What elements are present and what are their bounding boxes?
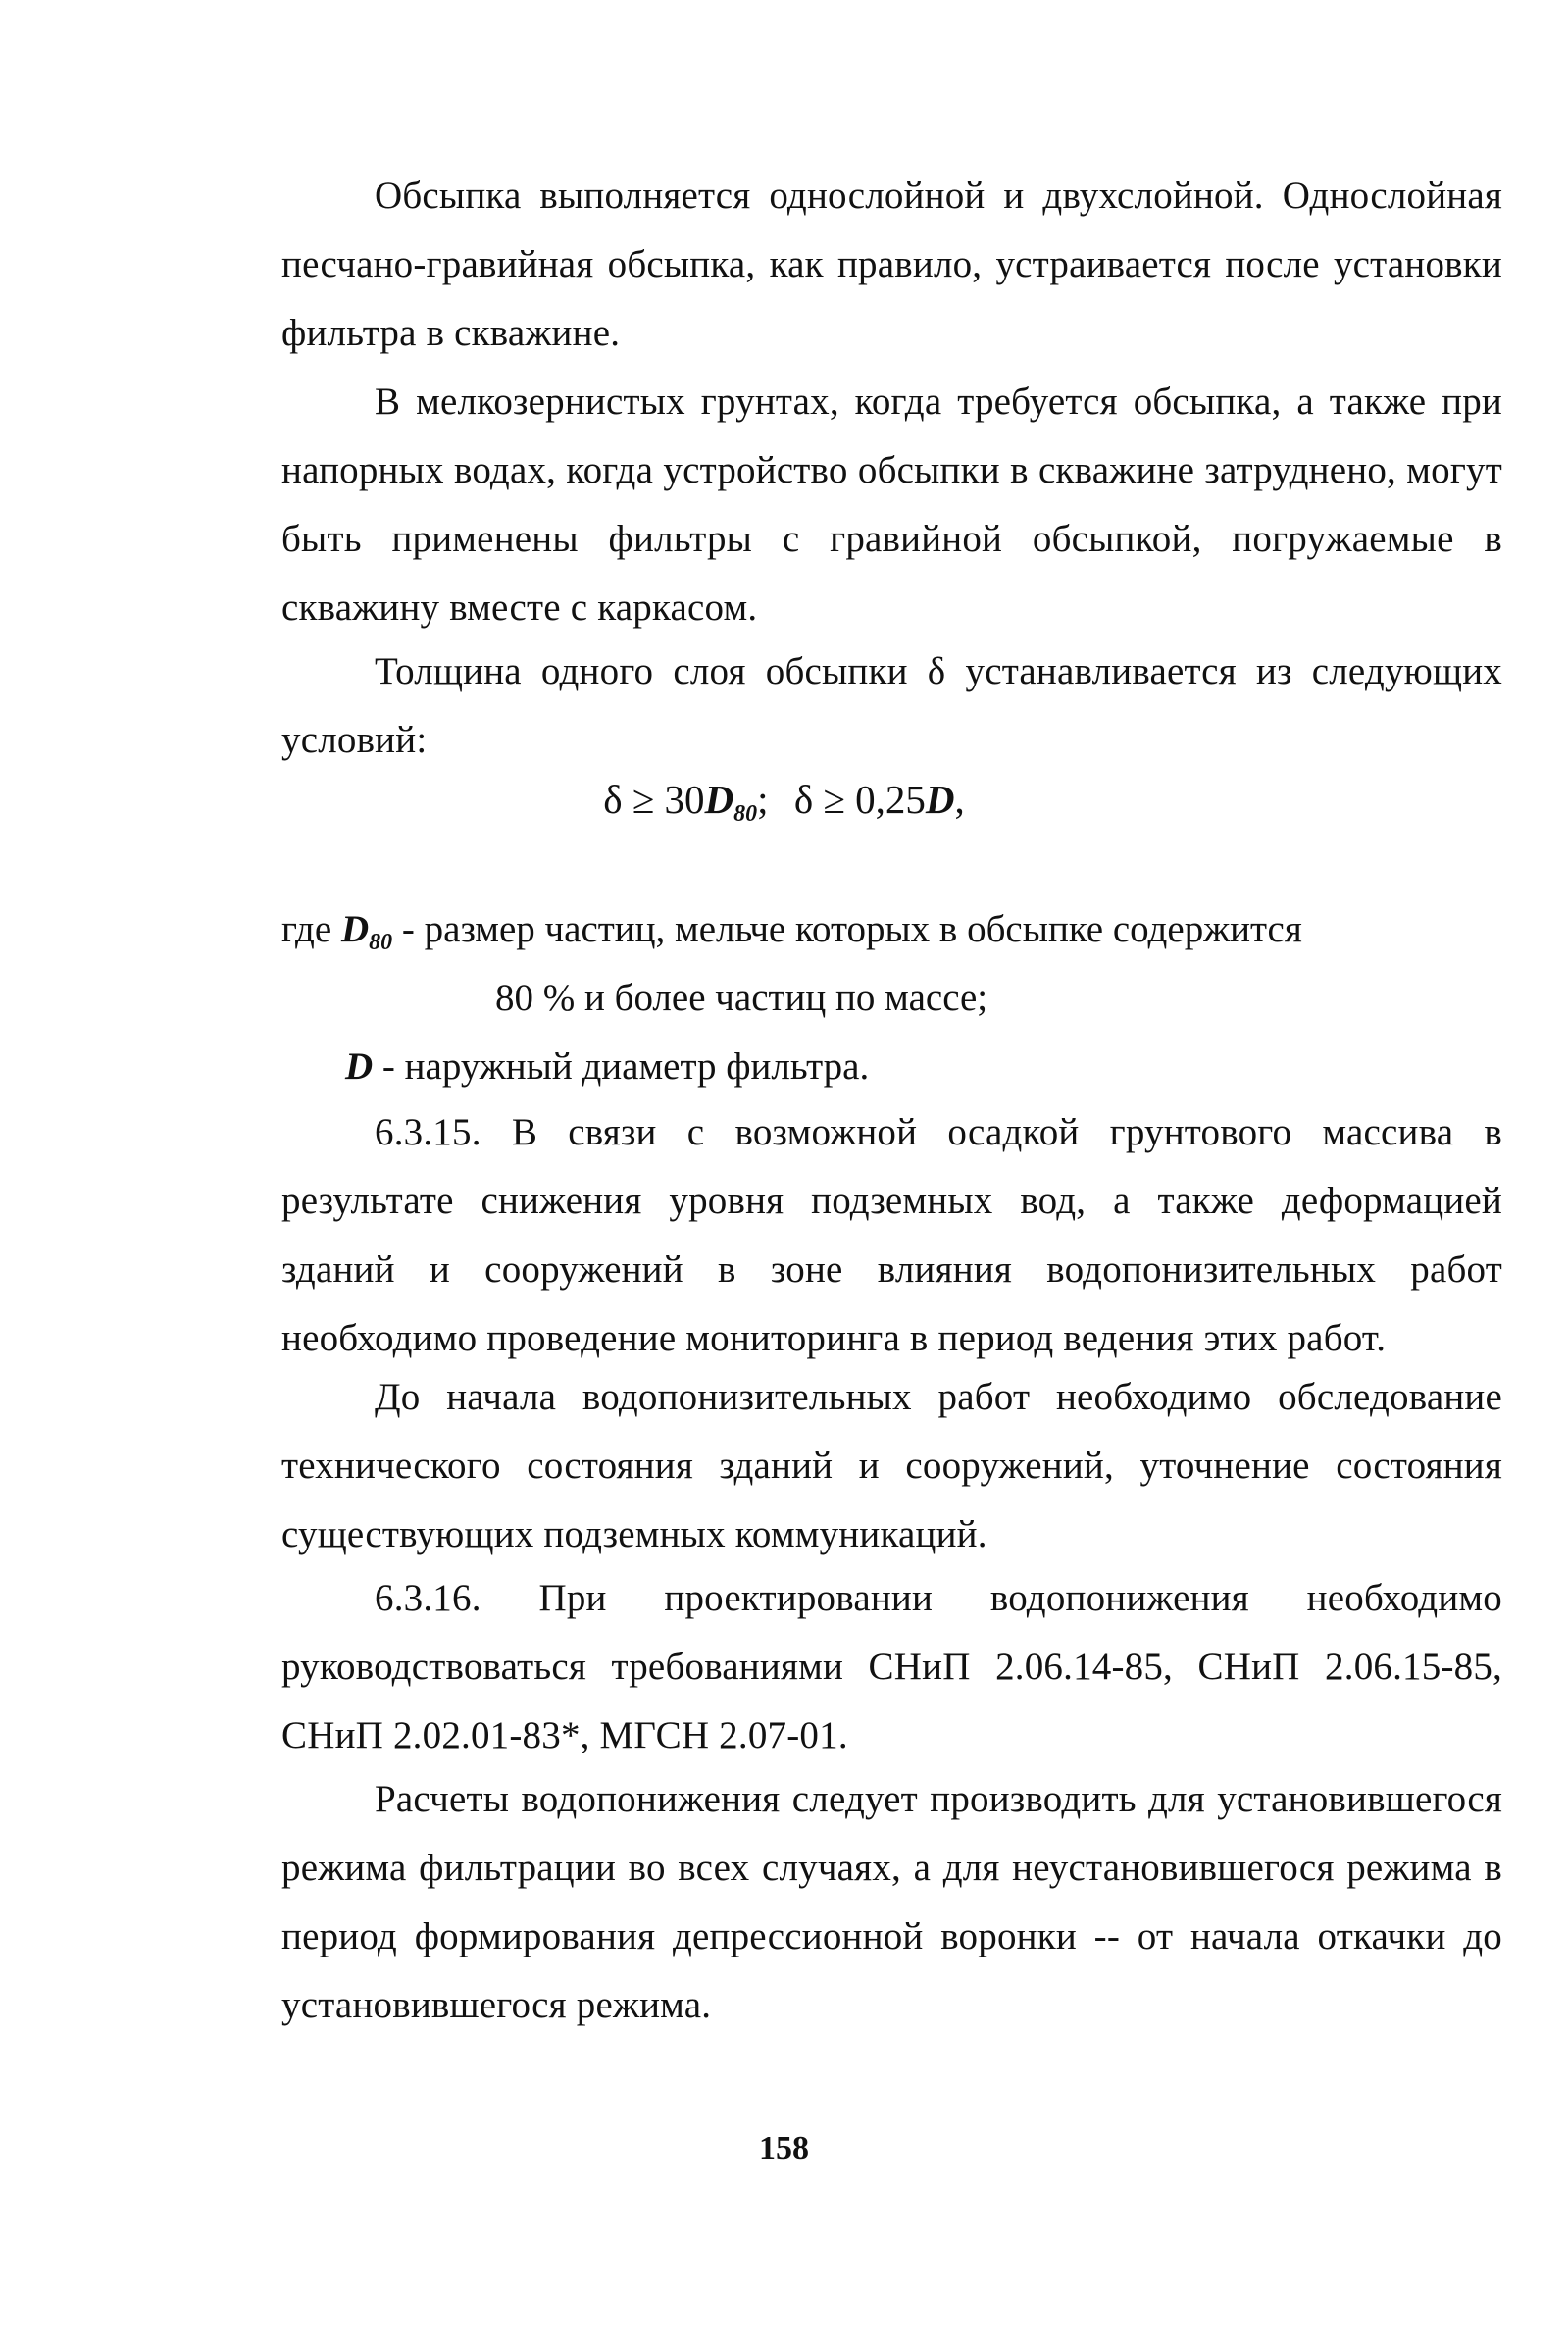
definition-d80: где $D_{80}$ - размер частиц, мельче которых в обсыпке содержится bbox=[281, 908, 1302, 955]
paragraph-fine-soils: В мелкозернистых грунтах, когда требуется обсыпка, а также при напорных водах, когда устройство обсыпки в скважине затруднено, могут быть применены фильтры с гравийной обсыпкой, погружаемые в скважину вместе с каркасом. bbox=[281, 381, 1502, 629]
paragraph-obsypka-types: Обсыпка выполняется однослойной и двухслойной. Однослойная песчано-гравийная обсыпка, как правило, устраивается после установки фильтра в скважине. bbox=[281, 175, 1502, 354]
definition-d: D - наружный диаметр фильтра. bbox=[345, 1045, 870, 1088]
page-number: 158 bbox=[759, 2130, 809, 2166]
paragraph-6-3-15: 6.3.15. В связи с возможной осадкой грунтового массива в результате снижения уровня подземных вод, а также деформацией зданий и сооружений в зоне влияния водопонизительных работ необходимо проведение мониторинга в период ведения этих работ. bbox=[281, 1111, 1502, 1359]
paragraph-calculations: Расчеты водопонижения следует производить для установившегося режима фильтрации во всех случаях, а для неустановившегося режима в период формирования депрессионной воронки -- от начала откачки до установившегося режима. bbox=[281, 1778, 1502, 2026]
formula-thickness-conditions bbox=[0, 770, 1568, 843]
definition-d80-continuation: 80 % и более частиц по массе; bbox=[495, 977, 988, 1019]
paragraph-6-3-16: 6.3.16. При проектировании водопонижения необходимо руководствоваться требованиями СНиП 2.06.14-85, СНиП 2.06.15-85, СНиП 2.02.01-83*, МГСН 2.07-01. bbox=[281, 1577, 1502, 1756]
formula-part-1: $\delta \ge 30D_{80}$; bbox=[603, 777, 769, 827]
formula-part-2: δ ≥ 0,25D, bbox=[793, 777, 965, 822]
paragraph-layer-thickness: Толщина одного слоя обсыпки δ устанавливается из следующих условий: bbox=[281, 650, 1502, 761]
paragraph-inspection: До начала водопонизительных работ необходимо обследование технического состояния зданий и сооружений, уточнение состояния существующих подземных коммуникаций. bbox=[281, 1376, 1502, 1555]
